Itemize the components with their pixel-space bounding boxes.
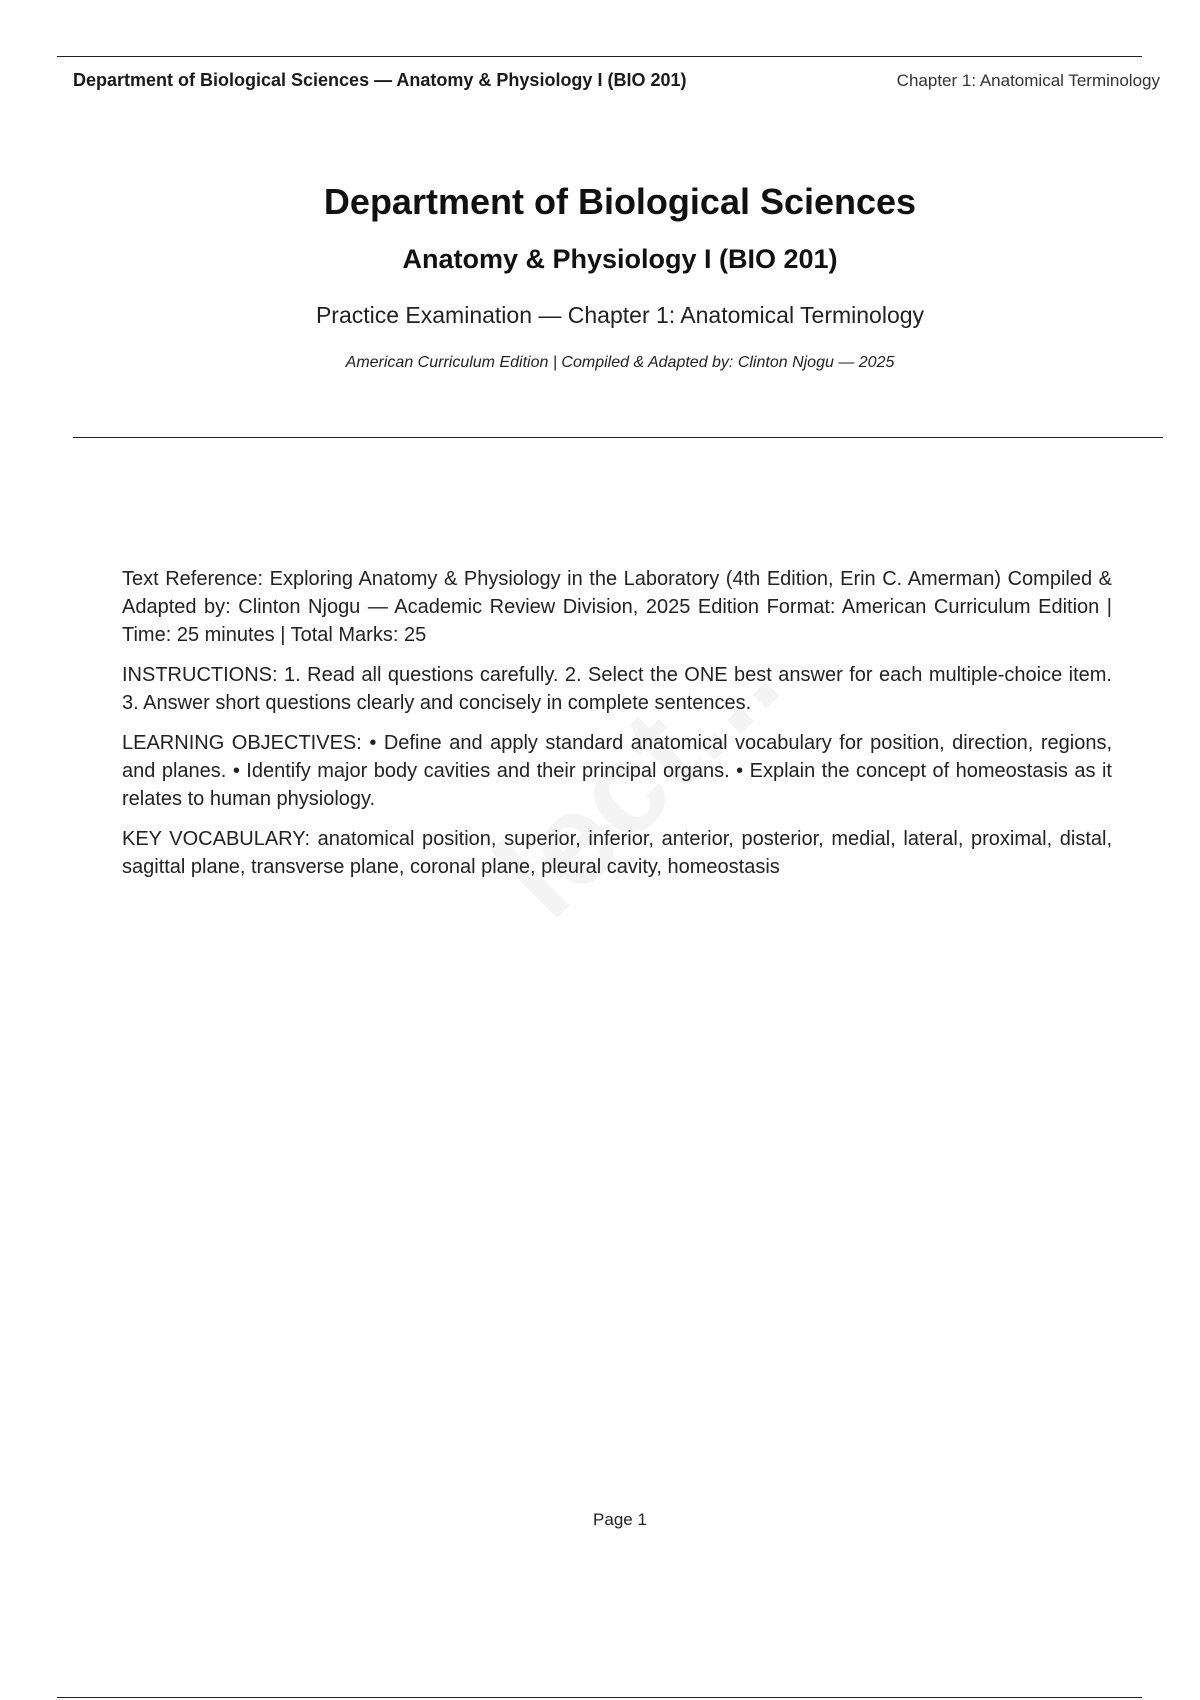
page-number: Page 1 <box>593 1510 647 1529</box>
header-rule <box>57 56 1142 57</box>
learning-objectives-paragraph: LEARNING OBJECTIVES: • Define and apply standard anatomical vocabulary for position, direction, regions, and planes. • Identify major body cavities and their principal organs. • Explain the concept of homeostasis as it relates to human physiology. <box>122 732 1112 810</box>
title-block <box>0 178 1200 375</box>
footer-rule <box>57 1697 1142 1698</box>
text-reference-paragraph: Text Reference: Exploring Anatomy & Physiology in the Laboratory (4th Edition, Erin C. Amerman) Compiled & Adapted by: Clinton Njogu — Academic Review Division, 2025 Edition Format: American Curriculum Edition | Time: 25 minutes | Total Marks: 25 <box>122 568 1112 646</box>
key-vocabulary-paragraph: KEY VOCABULARY: anatomical position, superior, inferior, anterior, posterior, medial, lateral, proximal, distal, sagittal plane, transverse plane, coronal plane, pleural cavity, homeostasis <box>122 828 1112 878</box>
body-content <box>122 565 1112 893</box>
title-divider <box>73 437 1163 438</box>
edition-line: American Curriculum Edition | Compiled & Adapted by: Clinton Njogu — 2025 <box>345 354 895 371</box>
department-title: Department of Biological Sciences <box>323 181 917 222</box>
course-title: Anatomy & Physiology I (BIO 201) <box>402 244 838 274</box>
running-header-course: Department of Biological Sciences — Anatomy & Physiology I (BIO 201) <box>73 70 687 90</box>
running-header-chapter: Chapter 1: Anatomical Terminology <box>896 71 1160 90</box>
exam-title: Practice Examination — Chapter 1: Anatomical Terminology <box>315 302 925 328</box>
instructions-paragraph: INSTRUCTIONS: 1. Read all questions carefully. 2. Select the ONE best answer for each multiple-choice item. 3. Answer short questions clearly and concisely in complete sentences. <box>122 664 1112 714</box>
